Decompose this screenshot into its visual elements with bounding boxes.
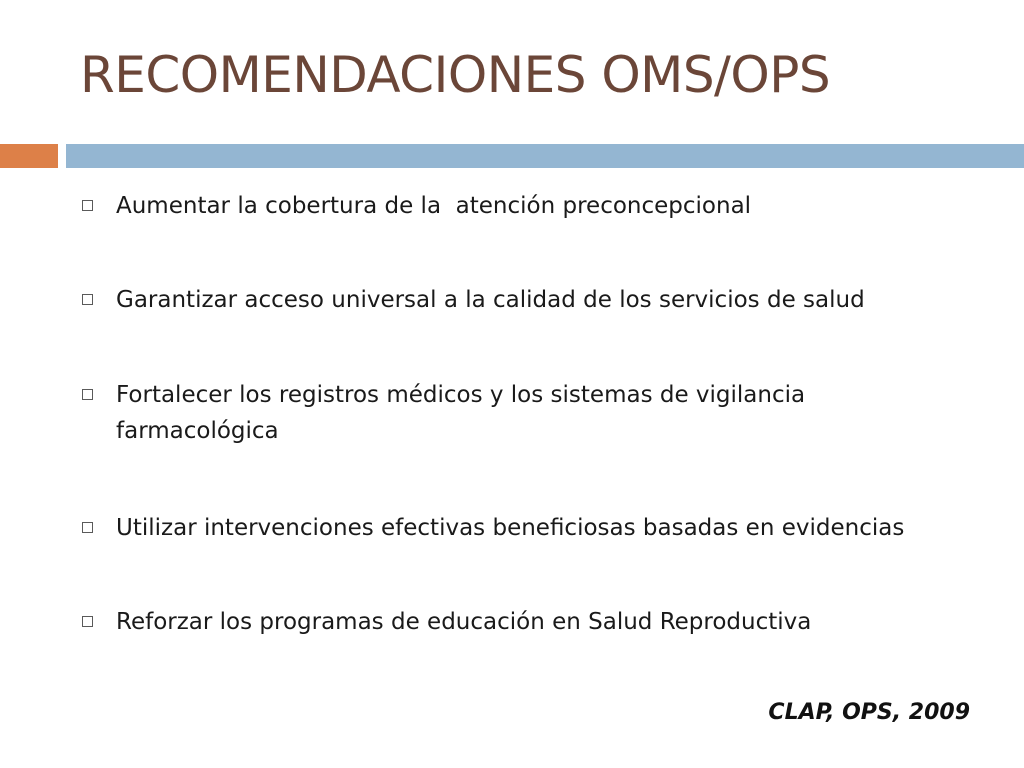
bullet-text: Fortalecer los registros médicos y los sistemas de vigilancia farmacológica xyxy=(116,382,806,444)
bullet-text: Reforzar los programas de educación en Salud Reproductiva xyxy=(116,609,812,635)
square-bullet-icon xyxy=(82,616,93,627)
title-divider-bar xyxy=(66,144,1024,168)
title-accent-bar xyxy=(0,144,58,168)
square-bullet-icon xyxy=(82,294,93,305)
bullet-text: Utilizar intervenciones efectivas beneficiosas basadas en evidencias xyxy=(116,515,905,541)
bullet-text: Aumentar la cobertura de la atención preconcepcional xyxy=(116,193,752,219)
citation: CLAP, OPS, 2009 xyxy=(768,700,970,725)
bullet-text: Garantizar acceso universal a la calidad de los servicios de salud xyxy=(116,287,865,313)
square-bullet-icon xyxy=(82,522,93,533)
square-bullet-icon xyxy=(82,200,93,211)
square-bullet-icon xyxy=(82,389,93,400)
slide-title: RECOMENDACIONES OMS/OPS xyxy=(80,46,831,104)
